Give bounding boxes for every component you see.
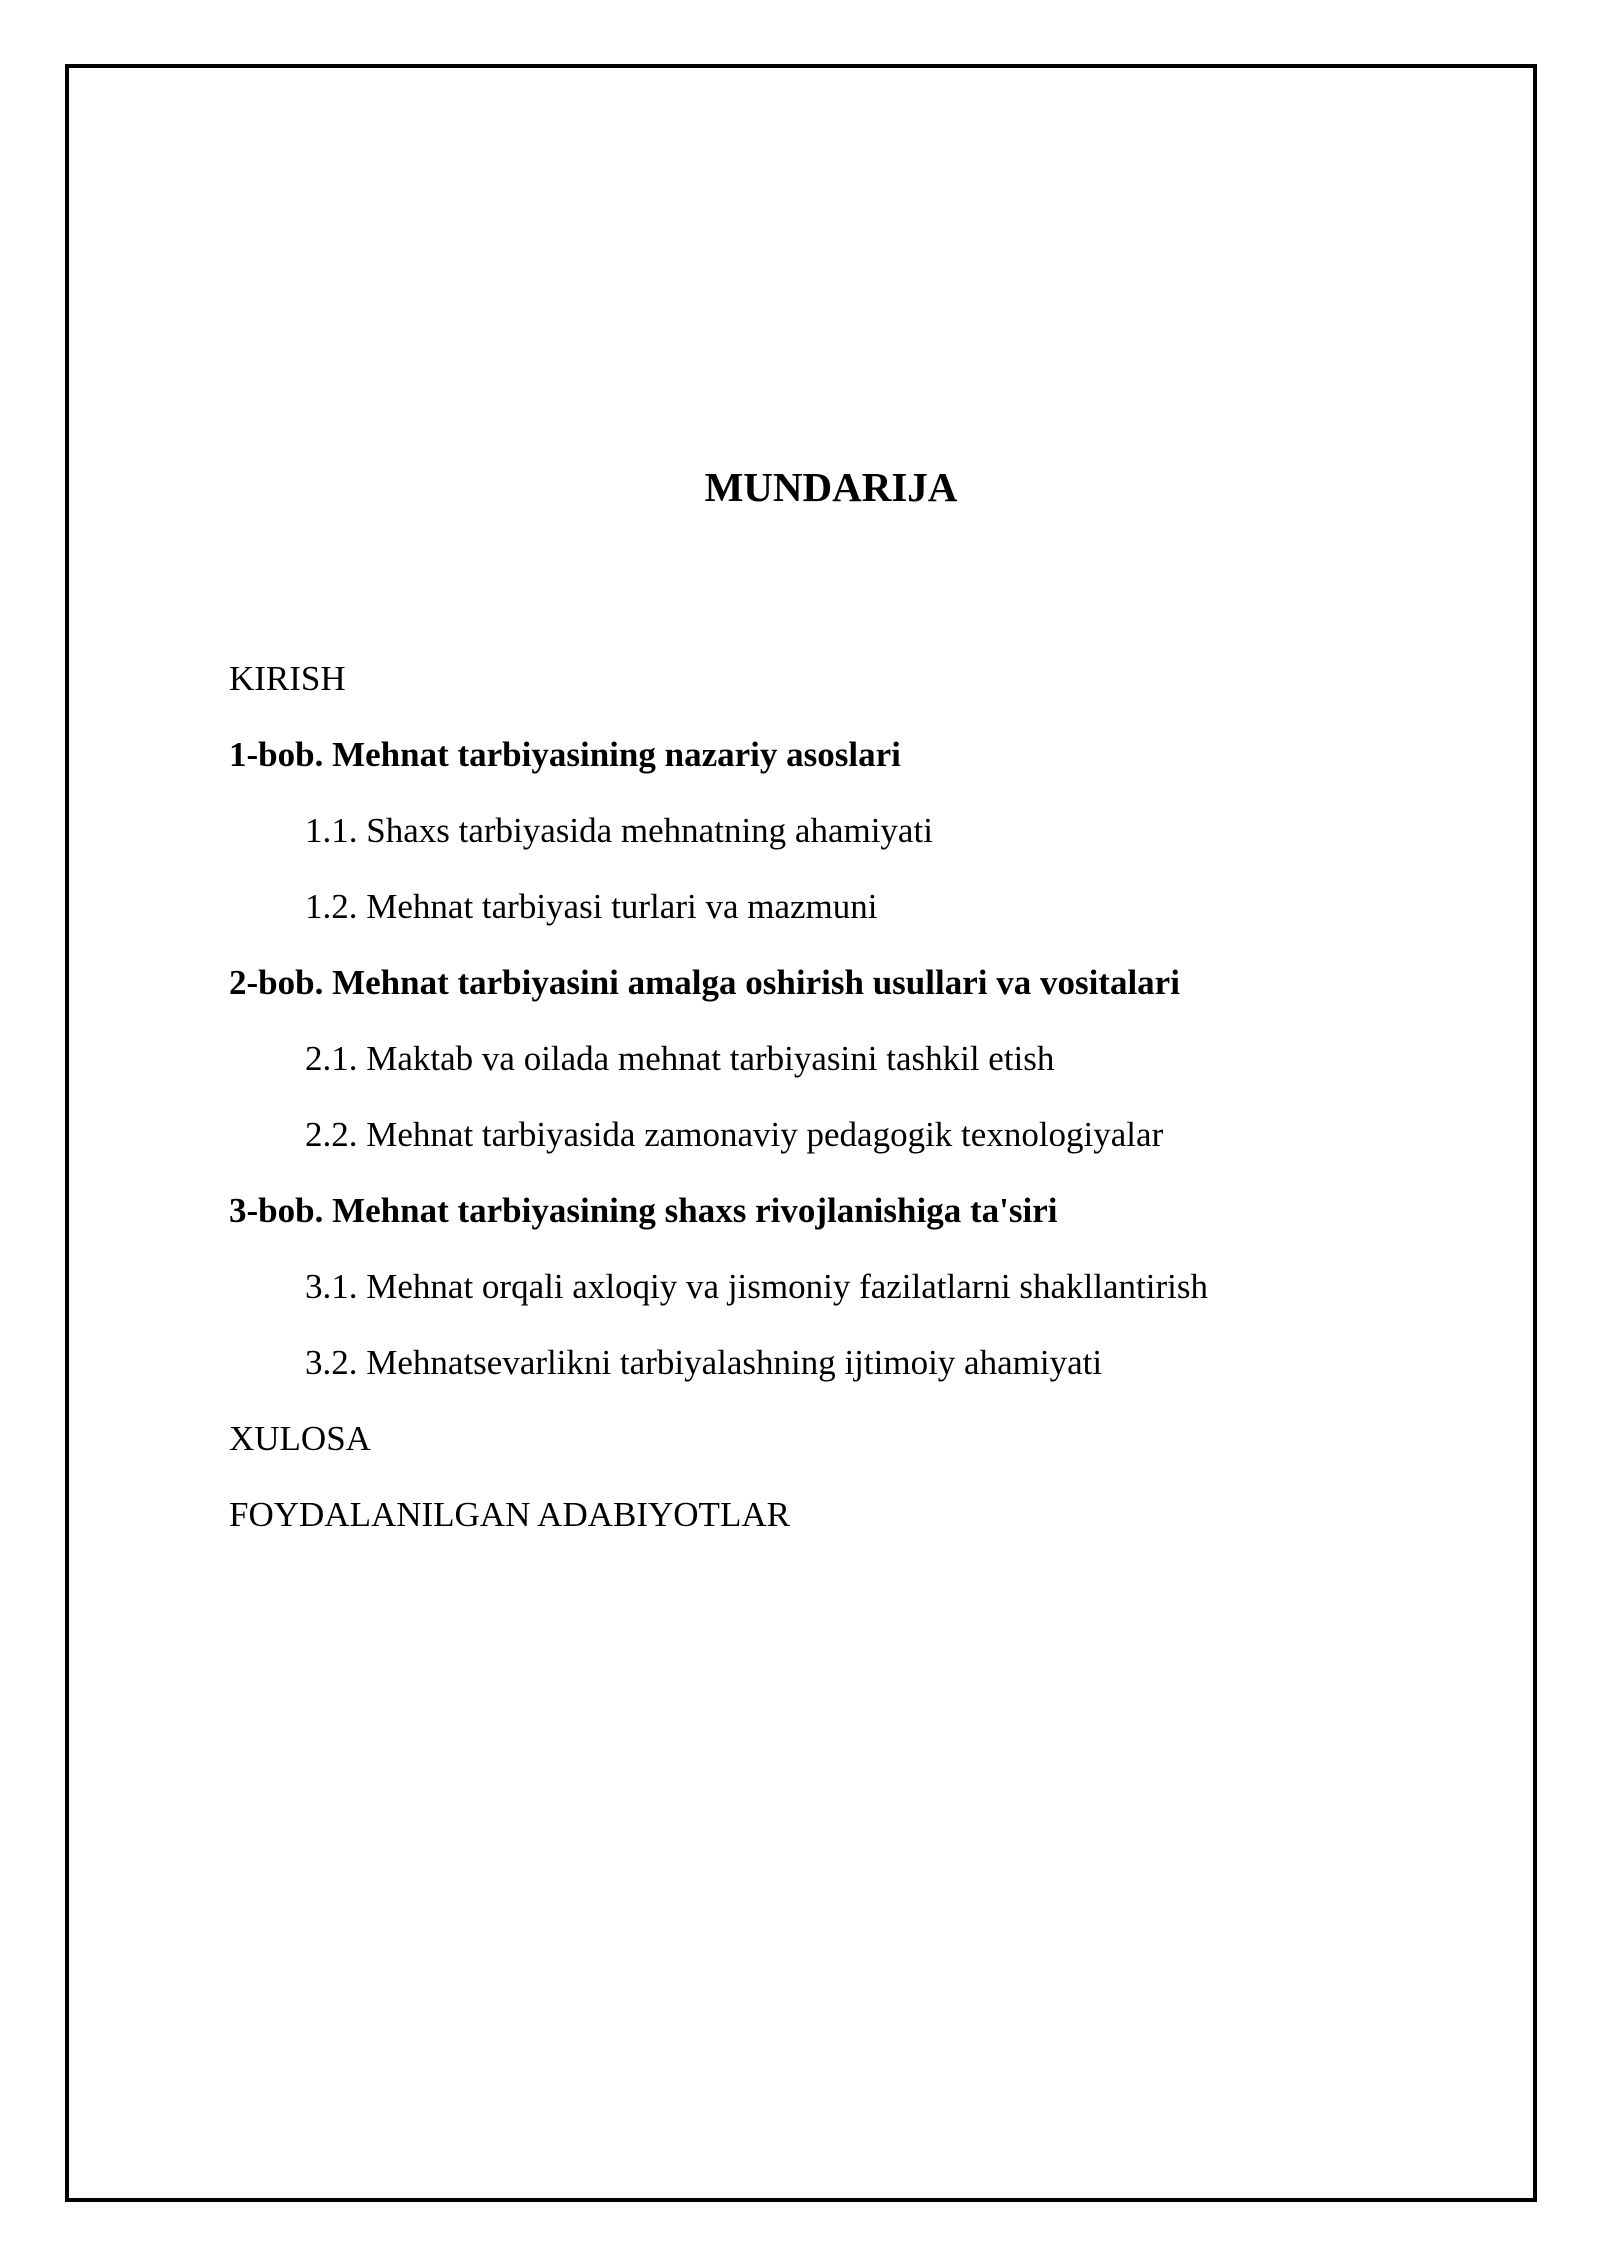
toc-chapter-3: 3-bob. Mehnat tarbiyasining shaxs rivojlanishiga ta'siri bbox=[229, 1191, 1058, 1230]
toc-section-1-2: 1.2. Mehnat tarbiyasi turlari va mazmuni bbox=[305, 887, 878, 926]
table-of-contents bbox=[229, 641, 1429, 1553]
toc-item-kirish: KIRISH bbox=[229, 659, 346, 698]
toc-section-2-2: 2.2. Mehnat tarbiyasida zamonaviy pedagogik texnologiyalar bbox=[305, 1115, 1164, 1154]
toc-section-3-1: 3.1. Mehnat orqali axloqiy va jismoniy fazilatlarni shakllantirish bbox=[305, 1267, 1208, 1306]
page-title: MUNDARIJA bbox=[704, 464, 958, 510]
toc-chapter-2: 2-bob. Mehnat tarbiyasini amalga oshirish usullari va vositalari bbox=[229, 963, 1180, 1002]
toc-chapter-1: 1-bob. Mehnat tarbiyasining nazariy asoslari bbox=[229, 735, 901, 774]
toc-item-xulosa: XULOSA bbox=[229, 1419, 371, 1458]
toc-section-3-2: 3.2. Mehnatsevarlikni tarbiyalashning ijtimoiy ahamiyati bbox=[305, 1343, 1103, 1382]
toc-section-2-1: 2.1. Maktab va oilada mehnat tarbiyasini tashkil etish bbox=[305, 1039, 1055, 1078]
toc-section-1-1: 1.1. Shaxs tarbiyasida mehnatning ahamiyati bbox=[305, 811, 933, 850]
toc-item-references: FOYDALANILGAN ADABIYOTLAR bbox=[229, 1495, 790, 1534]
